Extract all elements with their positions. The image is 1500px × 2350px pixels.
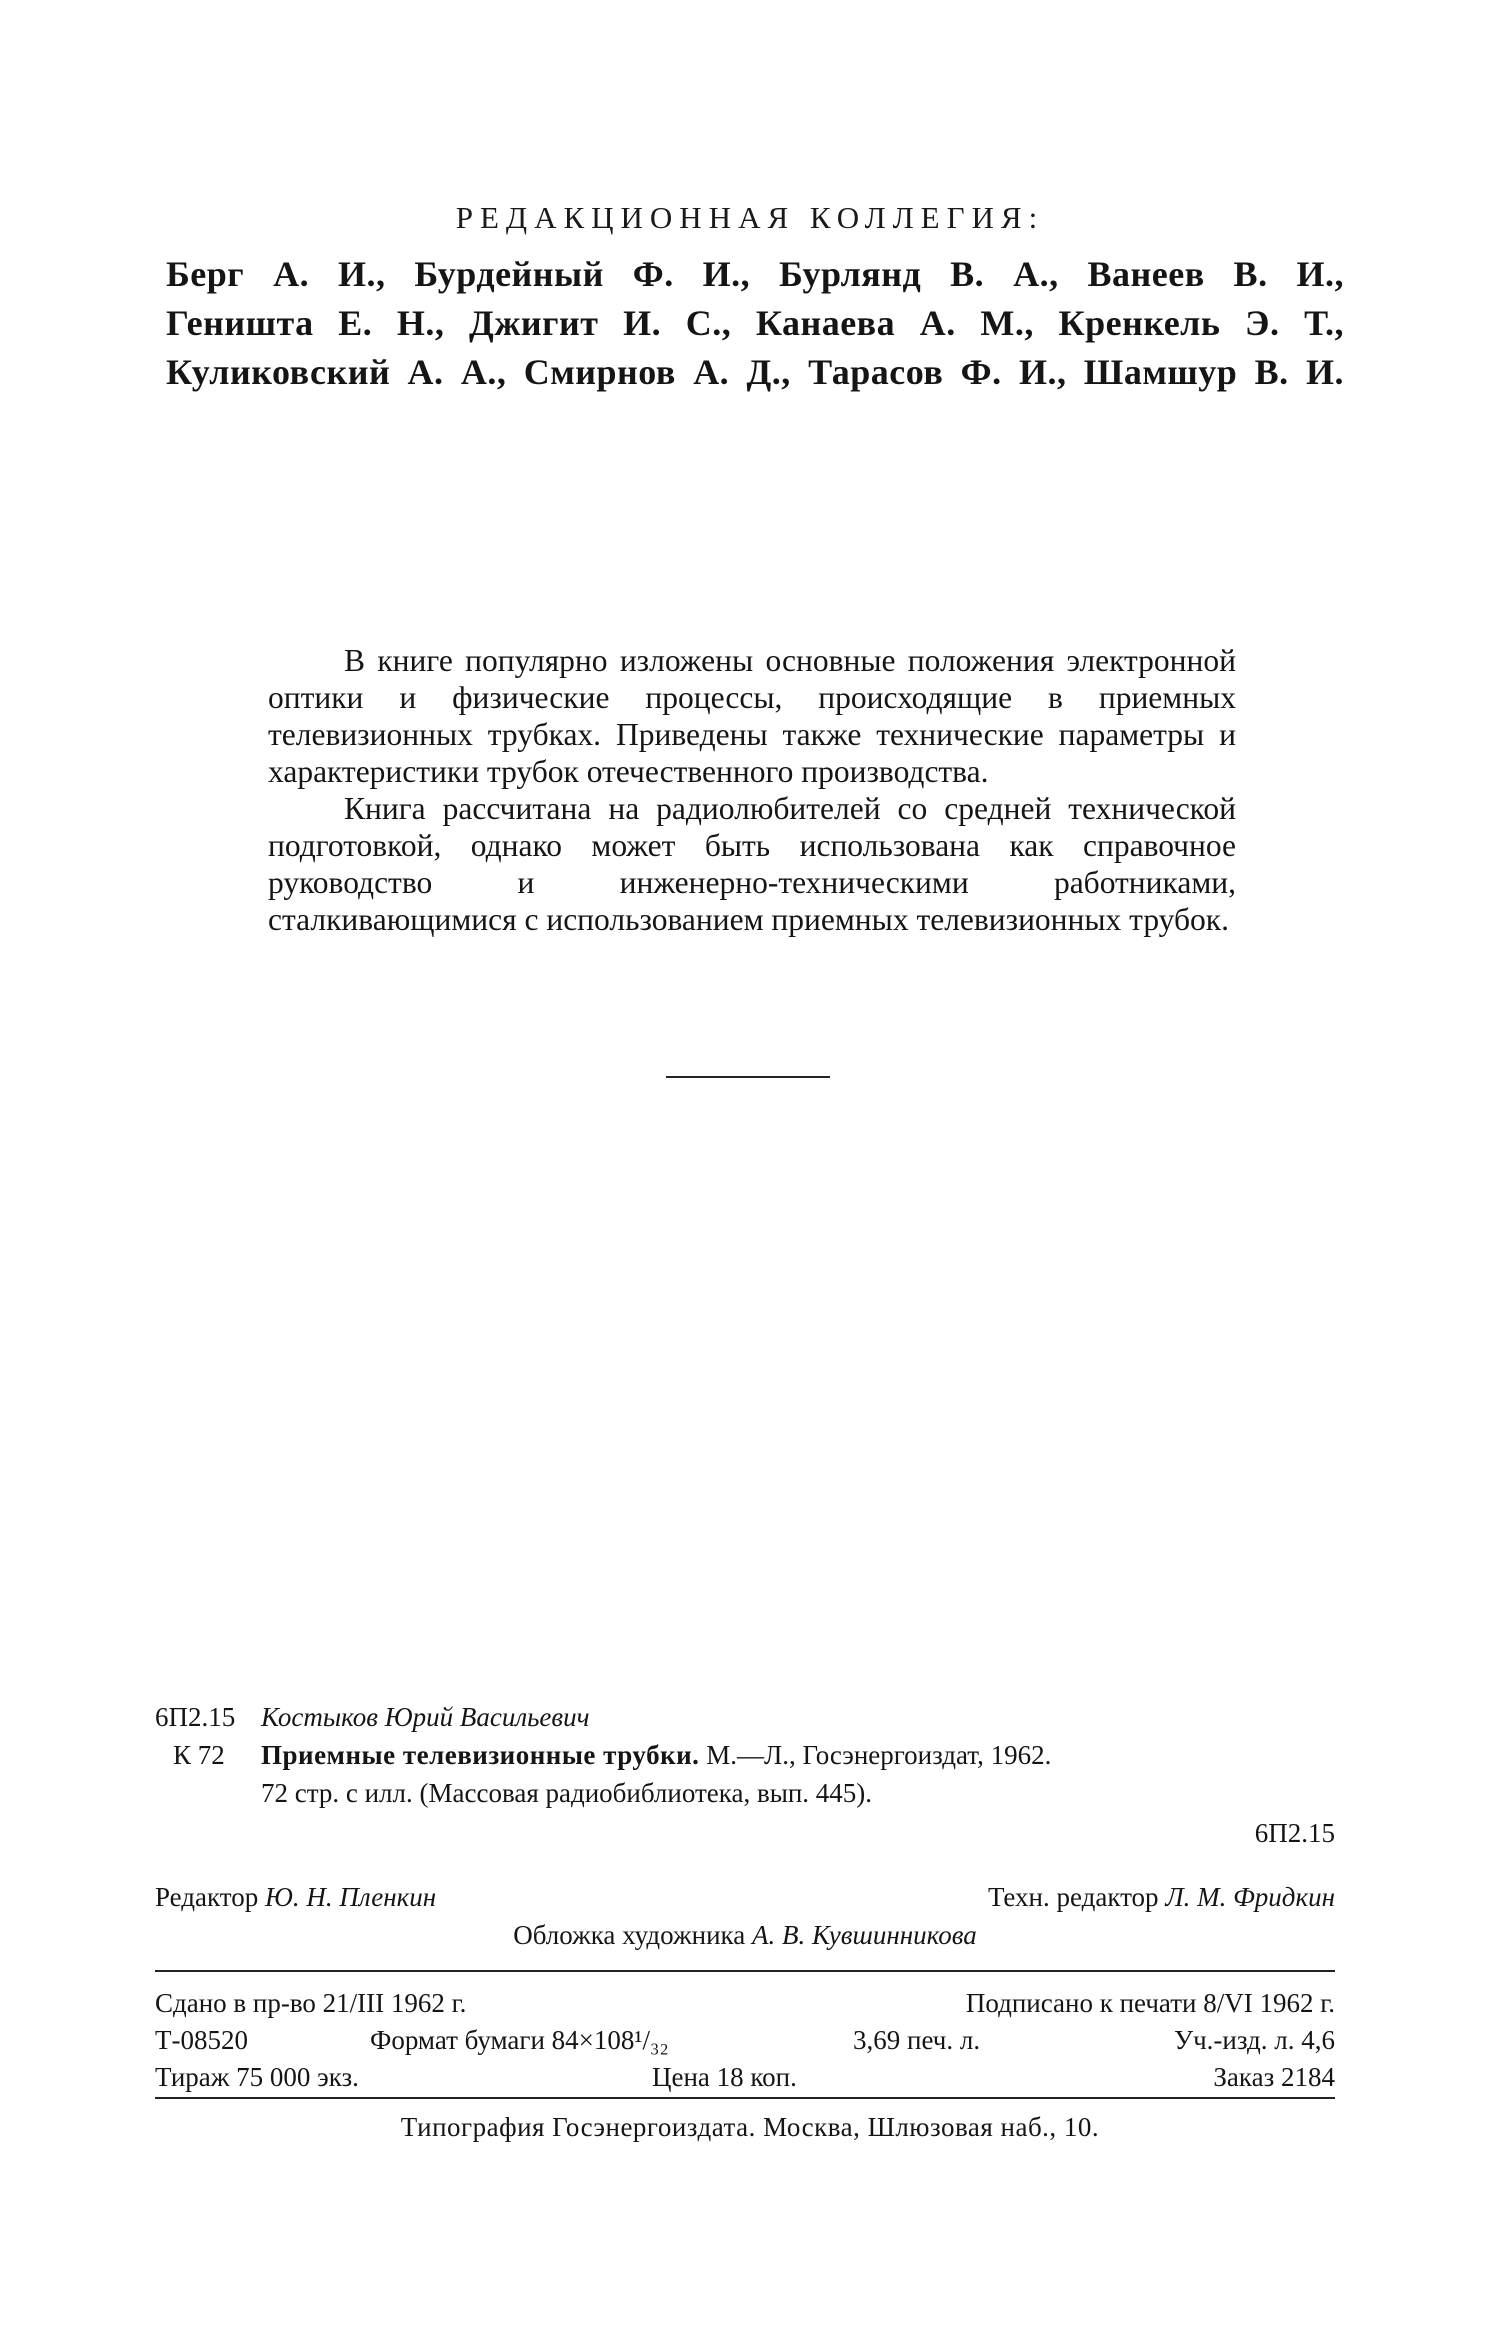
paper-format: Формат бумаги 84×108¹/₃₂ <box>370 2025 669 2055</box>
board-line: Геништа Е. Н., Джигит И. С., Канаева А. М., Кренкель Э. Т., <box>166 303 1344 343</box>
cover-artist: А. В. Кувшинникова <box>752 1920 977 1950</box>
publication-info: М.—Л., Госэнергоиздат, 1962. <box>706 1740 1052 1770</box>
editorial-board-members <box>166 250 1344 397</box>
imprint-top-rule <box>155 1970 1335 1972</box>
abstract-paragraph: В книге популярно изложены основные положения электронной оптики и физические процессы, происходящие в приемных телевизионных трубках. Приведены также технические параметры и характеристики трубок отечественного производства. <box>268 643 1236 789</box>
price: Цена 18 коп. <box>652 2062 797 2092</box>
board-line: Куликовский А. А., Смирнов А. Д., Тарасов Ф. И., Шамшур В. И. <box>166 352 1344 392</box>
tech-editor-name: Л. М. Фридкин <box>1165 1882 1335 1912</box>
imprint-bottom-rule <box>155 2097 1335 2099</box>
cover-label: Обложка художника <box>513 1920 746 1950</box>
imprint-block <box>155 1985 1335 2096</box>
class-code: 6П2.15 <box>155 1702 236 1732</box>
circulation: Тираж 75 000 экз. <box>155 2062 359 2092</box>
editorial-board-heading: РЕДАКЦИОННАЯ КОЛЛЕГИЯ: <box>455 200 1045 235</box>
physical-description: 72 стр. с илл. (Массовая радиобиблиотека, вып. 445). <box>261 1778 873 1808</box>
signed-date: Подписано к печати 8/VI 1962 г. <box>965 1988 1335 2018</box>
editor-label: Редактор <box>155 1882 259 1912</box>
bibliographic-record <box>155 1698 1335 1848</box>
abstract-paragraph: Книга рассчитана на радиолюбителей со средней технической подготовкой, однако может быть использована как справочное руководство и инженерно-техническими работниками, сталкивающимися с использованием приемных телевизионных трубок. <box>268 791 1236 937</box>
editor-name: Ю. Н. Пленкин <box>264 1882 437 1912</box>
publisher-sheets: Уч.-изд. л. 4,6 <box>1173 2025 1335 2055</box>
submitted-date: Сдано в пр-во 21/III 1962 г. <box>155 1988 467 2018</box>
section-divider <box>666 1076 830 1078</box>
tech-editor-label: Техн. редактор <box>987 1882 1159 1912</box>
order-number: Заказ 2184 <box>1213 2062 1335 2092</box>
credits-block <box>155 1878 1335 1954</box>
author-mark: К 72 <box>173 1740 225 1770</box>
board-line: Берг А. И., Бурдейный Ф. И., Бурлянд В. А., Ванеев В. И., <box>166 254 1344 294</box>
book-title: Приемные телевизионные трубки. <box>261 1740 700 1770</box>
order-code: Т-08520 <box>155 2025 248 2055</box>
printer-info: Типография Госэнергоиздата. Москва, Шлюзовая наб., 10. <box>400 2112 1100 2142</box>
book-abstract <box>268 642 1236 938</box>
author-name: Костыков Юрий Васильевич <box>261 1702 590 1732</box>
printed-sheets: 3,69 печ. л. <box>853 2025 981 2055</box>
class-code-right: 6П2.15 <box>1254 1818 1335 1848</box>
